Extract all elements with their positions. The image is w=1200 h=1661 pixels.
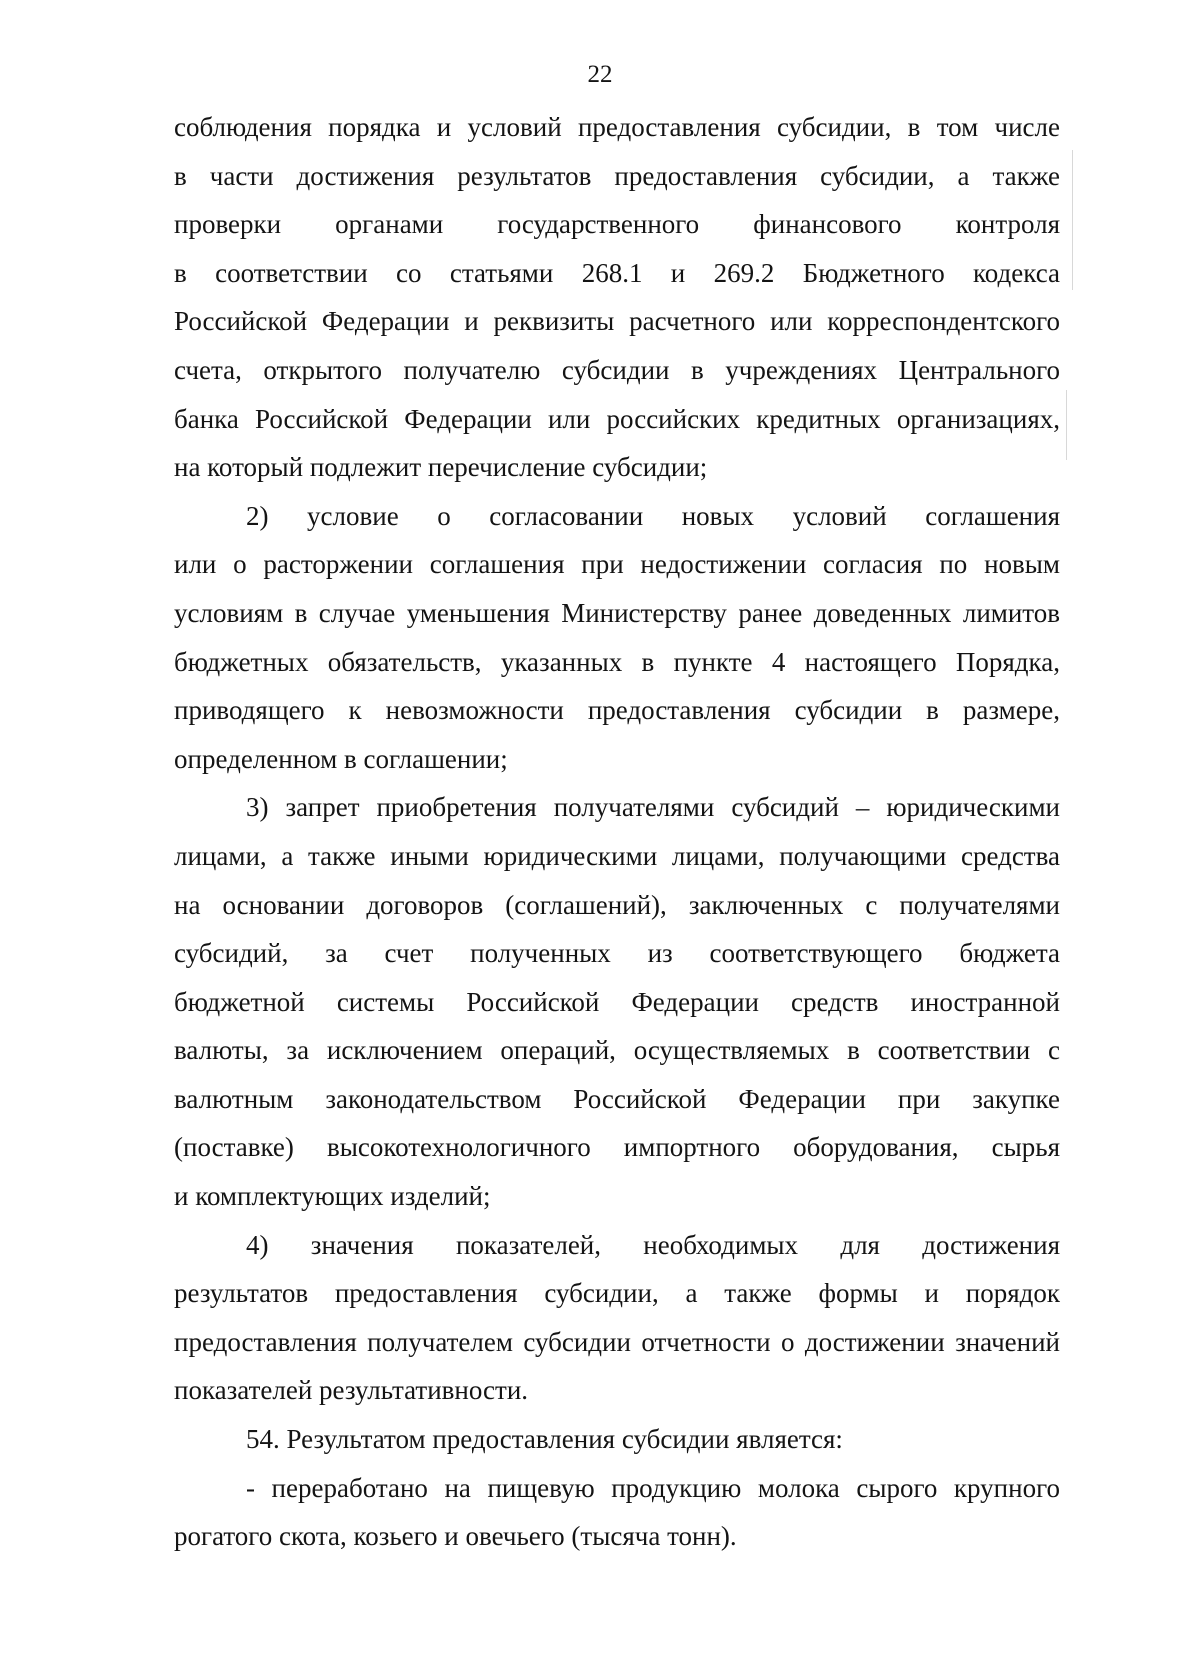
text-line: лицами, а также иными юридическими лицами, получающими средства: [174, 840, 1060, 871]
text-line: проверки органами государственного финансового контроля: [174, 209, 1060, 240]
text-line: валютным законодательством Российской Федерации при закупке: [174, 1083, 1060, 1114]
paragraph-item-4: [174, 1221, 1060, 1415]
text-line: счета, открытого получателю субсидии в учреждениях Центрального: [174, 354, 1060, 385]
text-line: или о расторжении соглашения при недостижении согласия по новым: [174, 549, 1060, 580]
text-line: на основании договоров (соглашений), заключенных с получателями: [174, 889, 1060, 920]
text-line: результатов предоставления субсидии, а также формы и порядок: [174, 1278, 1060, 1309]
text-line: субсидий, за счет полученных из соответствующего бюджета: [174, 938, 1060, 969]
text-line: 54. Результатом предоставления субсидии является:: [246, 1424, 843, 1455]
text-line: 4) значения показателей, необходимых для достижения: [246, 1229, 1060, 1260]
paragraph-result-item: [174, 1464, 1060, 1561]
text-line: рогатого скота, козьего и овечьего (тысяча тонн).: [174, 1521, 737, 1552]
text-line: Российской Федерации и реквизиты расчетного или корреспондентского: [174, 306, 1060, 337]
text-line: определенном в соглашении;: [174, 743, 508, 774]
text-line: бюджетных обязательств, указанных в пункте 4 настоящего Порядка,: [174, 646, 1060, 677]
text-line: условиям в случае уменьшения Министерству ранее доведенных лимитов: [174, 597, 1060, 628]
text-line: валюты, за исключением операций, осуществляемых в соответствии с: [174, 1035, 1060, 1066]
text-line: - переработано на пищевую продукцию молока сырого крупного: [246, 1472, 1060, 1503]
text-line: соблюдения порядка и условий предоставления субсидии, в том числе: [174, 112, 1060, 142]
scan-artifact-line: [1066, 390, 1067, 460]
text-line: 2) условие о согласовании новых условий соглашения: [246, 500, 1060, 531]
page-number: 22: [587, 61, 613, 88]
text-line: банка Российской Федерации или российских кредитных организациях,: [174, 403, 1060, 434]
text-line: бюджетной системы Российской Федерации средств иностранной: [174, 986, 1060, 1017]
text-line: приводящего к невозможности предоставления субсидии в размере,: [174, 695, 1060, 726]
text-line: в соответствии со статьями 268.1 и 269.2 Бюджетного кодекса: [174, 257, 1060, 288]
text-line: и комплектующих изделий;: [174, 1181, 491, 1212]
text-line: предоставления получателем субсидии отчетности о достижении значений: [174, 1326, 1060, 1357]
scan-artifact-line: [1072, 150, 1073, 290]
text-line: (поставке) высокотехнологичного импортного оборудования, сырья: [174, 1132, 1060, 1163]
paragraph-clause-54: [174, 1415, 1060, 1464]
document-body: [174, 103, 1060, 1561]
text-line: 3) запрет приобретения получателями субсидий – юридическими: [246, 792, 1060, 823]
text-line: в части достижения результатов предоставления субсидии, а также: [174, 160, 1060, 191]
paragraph-continuation: [174, 103, 1060, 492]
paragraph-item-2: [174, 492, 1060, 784]
text-line: показателей результативности.: [174, 1375, 529, 1406]
text-line: на который подлежит перечисление субсидии;: [174, 452, 708, 483]
paragraph-item-3: [174, 783, 1060, 1220]
